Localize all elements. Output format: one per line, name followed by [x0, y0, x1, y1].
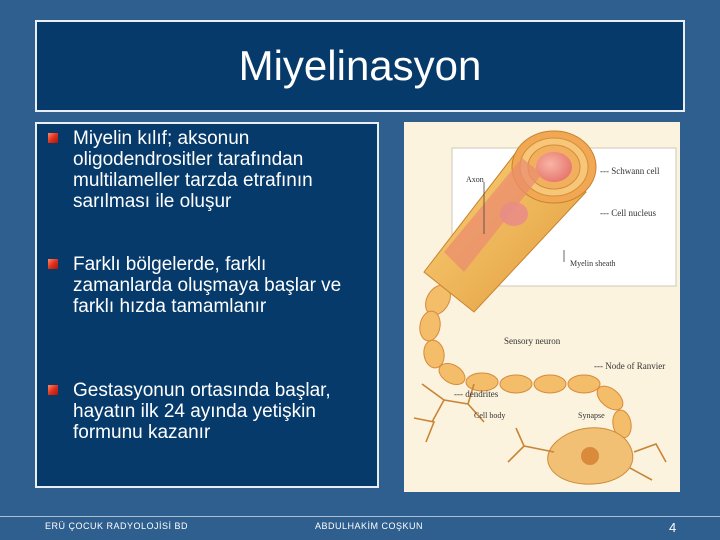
bullet-text: Gestasyonun ortasında başlar, hayatın ilk 24 ayında yetişkin formunu kazanır: [73, 380, 331, 443]
bullet-item: [53, 380, 363, 443]
label-node-of-ranvier: --- Node of Ranvier: [594, 361, 666, 371]
label-myelin-sheath: Myelin sheath: [570, 259, 616, 268]
footer-divider: [0, 516, 720, 517]
bullet-item: [53, 128, 363, 212]
bullet-item: [53, 254, 363, 317]
label-axon: Axon: [466, 175, 484, 184]
bullet-marker-icon: [48, 259, 58, 269]
title-box: [35, 20, 685, 112]
bullet-marker-icon: [48, 385, 58, 395]
bullet-text: Farklı bölgelerde, farklı zamanlarda oluşmaya başlar ve farklı hızda tamamlanır: [73, 254, 342, 317]
bullet-marker-icon: [48, 133, 58, 143]
label-synapse: Synapse: [578, 411, 605, 420]
label-sensory-neuron: Sensory neuron: [504, 336, 561, 346]
neuron-diagram: [404, 122, 680, 492]
footer-author: ABDULHAKİM COŞKUN: [315, 521, 424, 531]
label-cell-body: Cell body: [474, 411, 506, 420]
footer-department: ERÜ ÇOCUK RADYOLOJİSİ BD: [45, 521, 189, 531]
bullet-panel: [35, 122, 379, 488]
label-dendrites: --- dendrites: [454, 389, 499, 399]
bullet-text: Miyelin kılıf; aksonun oligodendrositler tarafından multilameller tarzda etrafının sarılması ile oluşur: [73, 128, 313, 212]
label-cell-nucleus: --- Cell nucleus: [600, 208, 656, 218]
label-schwann-cell: --- Schwann cell: [600, 166, 660, 176]
neuron-illustration: [404, 122, 680, 492]
slide-title: Miyelinasyon: [238, 42, 482, 89]
page-number: 4: [669, 520, 677, 535]
